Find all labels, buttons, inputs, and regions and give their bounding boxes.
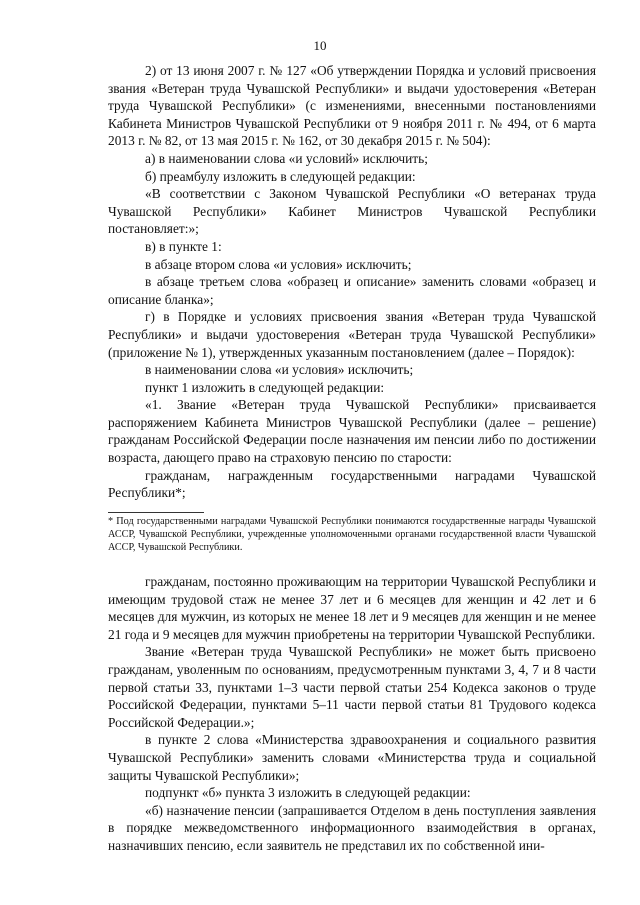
paragraph: 2) от 13 июня 2007 г. № 127 «Об утверждении Порядка и условий присвоения звания «Ветеран труда Чувашской Республики» и выдачи удостоверения «Ветеран труда Чувашской Республики» (с изменениями, внесенными постановлениями Кабинета Министров Чувашской Республики от 9 ноября 2011 г. № 494, от 6 марта 2013 г. № 82, от 13 мая 2015 г. № 162, от 30 декабря 2015 г. № 504): xyxy=(108,63,596,149)
paragraph: в абзаце втором слова «и условия» исключить; xyxy=(145,256,412,272)
paragraph: Звание «Ветеран труда Чувашской Республики» не может быть присвоено гражданам, уволенным по основаниям, предусмотренным пунктами 3, 4, 7 и 8 части первой статьи 33, пунктами 1–3 части первой статьи 254 Кодекса законов о труде Российской Федерации, пунктами 5–11 части первой статьи 81 Трудового кодекса Российской Федерации.»; xyxy=(108,644,596,730)
paragraph: в пункте 2 слова «Министерства здравоохранения и социального развития Чувашской Республики» заменить словами «Министерства труда и социальной защиты Чувашской Республики»; xyxy=(108,732,596,783)
paragraph: в абзаце третьем слова «образец и описание» заменить словами «образец и описание бланка»; xyxy=(108,274,596,307)
paragraph: пункт 1 изложить в следующей редакции: xyxy=(145,379,385,395)
paragraph: «1. Звание «Ветеран труда Чувашской Республики» присваивается распоряжением Кабинета Министров Чувашской Республики (далее – решение) гражданам Российской Федерации после назначения им пенсии либо по достижении возраста, дающего право на страховую пенсию по старости: xyxy=(108,397,596,466)
paragraph: подпункт «б» пункта 3 изложить в следующей редакции: xyxy=(145,785,471,801)
page-number: 10 xyxy=(313,38,327,53)
paragraph: «В соответствии с Законом Чувашской Республики «О ветеранах труда Чувашской Республики» Кабинет Министров Чувашской Республики постановляет:»; xyxy=(108,186,596,237)
main-text-bottom xyxy=(108,573,596,855)
paragraph: гражданам, награжденным государственными наградами Чувашской Республики*; xyxy=(108,467,596,501)
paragraph: гражданам, постоянно проживающим на территории Чувашской Республики и имеющим трудовой стаж не менее 37 лет и 6 месяцев для женщин и 42 лет и 6 месяцев для мужчин, из которых не менее 18 лет и 9 месяцев для женщин и не менее 21 года и 9 месяцев для мужчин приобретены на территории Чувашской Республики. xyxy=(108,574,596,642)
paragraph: б) преамбулу изложить в следующей редакции: xyxy=(145,168,416,184)
paragraph: в) в пункте 1: xyxy=(145,238,222,254)
main-text-top xyxy=(108,62,596,502)
footnote: * Под государственными наградами Чувашской Республики понимаются государственные награды Чувашской АССР, Чувашской Республики, учрежденные уполномоченными органами государственной власти Чувашской АССР, Чувашской Республики. xyxy=(108,516,596,553)
paragraph: г) в Порядке и условиях присвоения звания «Ветеран труда Чувашской Республики» и выдачи удостоверения «Ветеран труда Чувашской Республики» (приложение № 1), утвержденных указанным постановлением (далее – Порядок): xyxy=(108,309,596,360)
paragraph: а) в наименовании слова «и условий» исключить; xyxy=(145,150,428,166)
paragraph: «б) назначение пенсии (запрашивается Отделом в день поступления заявления в порядке межведомственного информационного взаимодействия в органах, назначивших пенсию, если заявитель не представил их по собственной ини- xyxy=(108,802,596,853)
footnote-divider xyxy=(108,512,204,513)
paragraph: в наименовании слова «и условия» исключить; xyxy=(145,362,414,378)
